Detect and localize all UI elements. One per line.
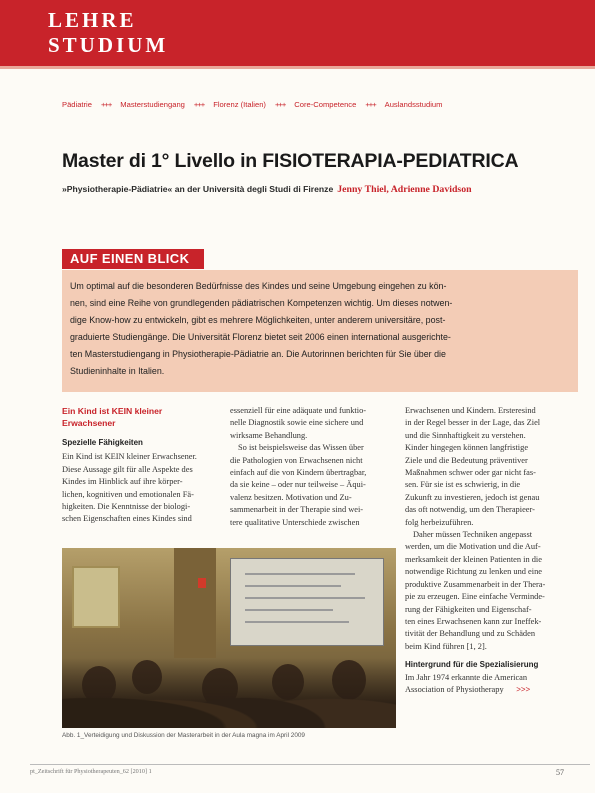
body-line: Ein Kind ist KEIN kleiner Erwachsener.: [62, 452, 197, 462]
glance-line: nen, sind eine Reihe von grundlegenden pädiatrischen Kompetenzen wichtig. Um dieses notwen-: [70, 297, 453, 308]
col1-heading-line2: Erwachsener: [62, 418, 116, 428]
glance-line: graduierte Studiengänge. Die Universität Florenz bietet seit 2006 einen international ausgerichte-: [70, 331, 451, 342]
lecture-photo: [62, 548, 396, 728]
body-line: Kinder hingegen können langfristige: [405, 443, 529, 453]
col3-subheading: Hintergrund für die Spezialisierung: [405, 660, 539, 670]
footer-rule: [30, 764, 590, 765]
body-line: das oft notwendig, um den Therapieer-: [405, 505, 535, 515]
breadcrumb: [62, 100, 442, 109]
body-line: da sie keine – oder nur teilweise – Äqui-: [230, 480, 366, 490]
breadcrumb-item: Pädiatrie: [62, 100, 92, 109]
col1-heading-line1: Ein Kind ist KEIN kleiner: [62, 406, 163, 416]
breadcrumb-separator: +++: [365, 100, 376, 109]
body-line: beim Kind führen [1, 2].: [405, 641, 487, 651]
breadcrumb-separator: +++: [193, 100, 205, 109]
article-authors: Jenny Thiel, Adrienne Davidson: [337, 184, 472, 195]
article-subtitle: [62, 184, 592, 195]
column-1: [62, 405, 217, 526]
body-line: in der Regel besser in der Lage, das Ziel: [405, 418, 541, 428]
photo-exit-sign: [198, 578, 206, 588]
body-line: merksamkeit der kleinen Patienten in die: [405, 554, 542, 564]
body-line: Erwachsenen und Kindern. Ersteresind: [405, 406, 536, 415]
slide-line: [245, 585, 341, 587]
breadcrumb-item: Core-Competence: [294, 100, 357, 109]
body-line: Diese Aussage gilt für alle Aspekte des: [62, 464, 193, 474]
body-line: wirksame Behandlung.: [230, 430, 308, 440]
glance-line: ten Masterstudiengang in Physiotherapie-Pädiatrie an. Die Autorinnen berichten für Sie über die: [70, 348, 446, 359]
body-line: und die Sinnhaftigkeit zu verstehen.: [405, 430, 526, 440]
body-line: So ist beispielsweise das Wissen über: [238, 443, 364, 453]
column-3: [405, 405, 575, 696]
page-number: 57: [556, 768, 564, 777]
photo-window: [72, 566, 120, 628]
body-line: sen. Für sie ist es schwierig, in die: [405, 480, 521, 490]
body-line: Ziele und die Bedeutung präventiver: [405, 455, 528, 465]
body-line: higkeiten. Die Kenntnisse der biologi-: [62, 502, 191, 512]
body-line: nelle Diagnostik sowie eine sichere und: [230, 418, 364, 428]
glance-text: [70, 278, 570, 379]
body-line: produktive Zusammenarbeit in der Thera-: [405, 579, 546, 589]
article-title: Master di 1° Livello in FISIOTERAPIA-PEDIATRICA: [62, 150, 519, 172]
body-line-text: Association of Physiotherapy: [405, 684, 504, 694]
column-2: [230, 405, 395, 529]
subtitle-text: »Physiotherapie-Pädiatrie« an der Università degli Studi di Firenze: [62, 184, 334, 194]
body-line: Daher müssen Techniken angepasst: [413, 530, 533, 540]
header-rule: [0, 66, 595, 69]
glance-line: Studieninhalte in Italien.: [70, 365, 165, 376]
section-title: [48, 8, 168, 58]
glance-line: Um optimal auf die besonderen Bedürfnisse des Kindes und seine Umgebung eingehen zu kön-: [70, 281, 447, 291]
body-line: schen Eigenschaften eines Kindes sind: [62, 514, 192, 524]
breadcrumb-separator: +++: [100, 100, 112, 109]
body-line: einfach auf die von Kindern übertragbar,: [230, 468, 367, 478]
body-line: ten eines Erwachsenen kann zur Ineffek-: [405, 616, 542, 626]
slide-line: [245, 609, 333, 611]
glance-heading: AUF EINEN BLICK: [62, 249, 204, 269]
body-line: Im Jahr 1974 erkannte die American: [405, 672, 528, 682]
body-line: valenz besitzen. Motivation und Zu-: [230, 492, 352, 502]
slide-line: [245, 621, 349, 623]
section-title-line2: STUDIUM: [48, 33, 169, 57]
slide-line: [245, 573, 355, 575]
photo-pillar: [174, 548, 216, 658]
body-line: notwendige Richtung zu lenken und eine: [405, 567, 542, 577]
body-line: folg herbeizuführen.: [405, 517, 474, 527]
continue-arrow: >>>: [516, 684, 531, 694]
col1-subheading: Spezielle Fähigkeiten: [62, 438, 143, 447]
body-line: Zukunft zu investieren, jedoch ist genau: [405, 492, 540, 502]
photo-projection-screen: [230, 558, 384, 646]
section-title-line1: LEHRE: [48, 8, 137, 32]
glance-line: dige Know-how zu entwickeln, gibt es mehrere Möglichkeiten, unter anderem universitäre, post-: [70, 314, 446, 325]
breadcrumb-item: Florenz (Italien): [213, 100, 266, 109]
body-line: tivität der Behandlung und zu Schäden: [405, 629, 536, 639]
body-line: Kindes im Hinblick auf ihre körper-: [62, 477, 183, 487]
body-line: werden, um die Motivation und die Auf-: [405, 542, 541, 552]
col1-heading: [62, 405, 217, 429]
photo-audience: [62, 658, 396, 728]
body-line: die Pathologien von Erwachsenen nicht: [230, 455, 363, 465]
breadcrumb-separator: +++: [274, 100, 286, 109]
breadcrumb-item: Masterstudiengang: [120, 100, 185, 109]
slide-line: [245, 597, 365, 599]
body-line: essenziell für eine adäquate und funktio-: [230, 406, 367, 415]
body-line: rung der Fähigkeiten und Eigenschaf-: [405, 604, 532, 614]
breadcrumb-item: Auslandsstudium: [384, 100, 443, 109]
body-line: pie zu erzeugen. Eine einfache Verminde-: [405, 592, 545, 602]
body-line: sammenarbeit in der Therapie sind wei-: [230, 505, 364, 515]
journal-footer: pt_Zeitschrift für Physiotherapeuten_62 [2010] 1: [30, 768, 152, 775]
photo-caption: Abb. 1_Verteidigung und Diskussion der Masterarbeit in der Aula magna im April 2009: [62, 732, 305, 739]
body-line: tere qualitative Unterschiede zwischen: [230, 517, 360, 527]
body-line: lichen, kognitiven und emotionalen Fä-: [62, 489, 194, 499]
body-line: Maßnahmen schwer oder gar nicht fas-: [405, 468, 536, 478]
body-line: [405, 684, 575, 696]
